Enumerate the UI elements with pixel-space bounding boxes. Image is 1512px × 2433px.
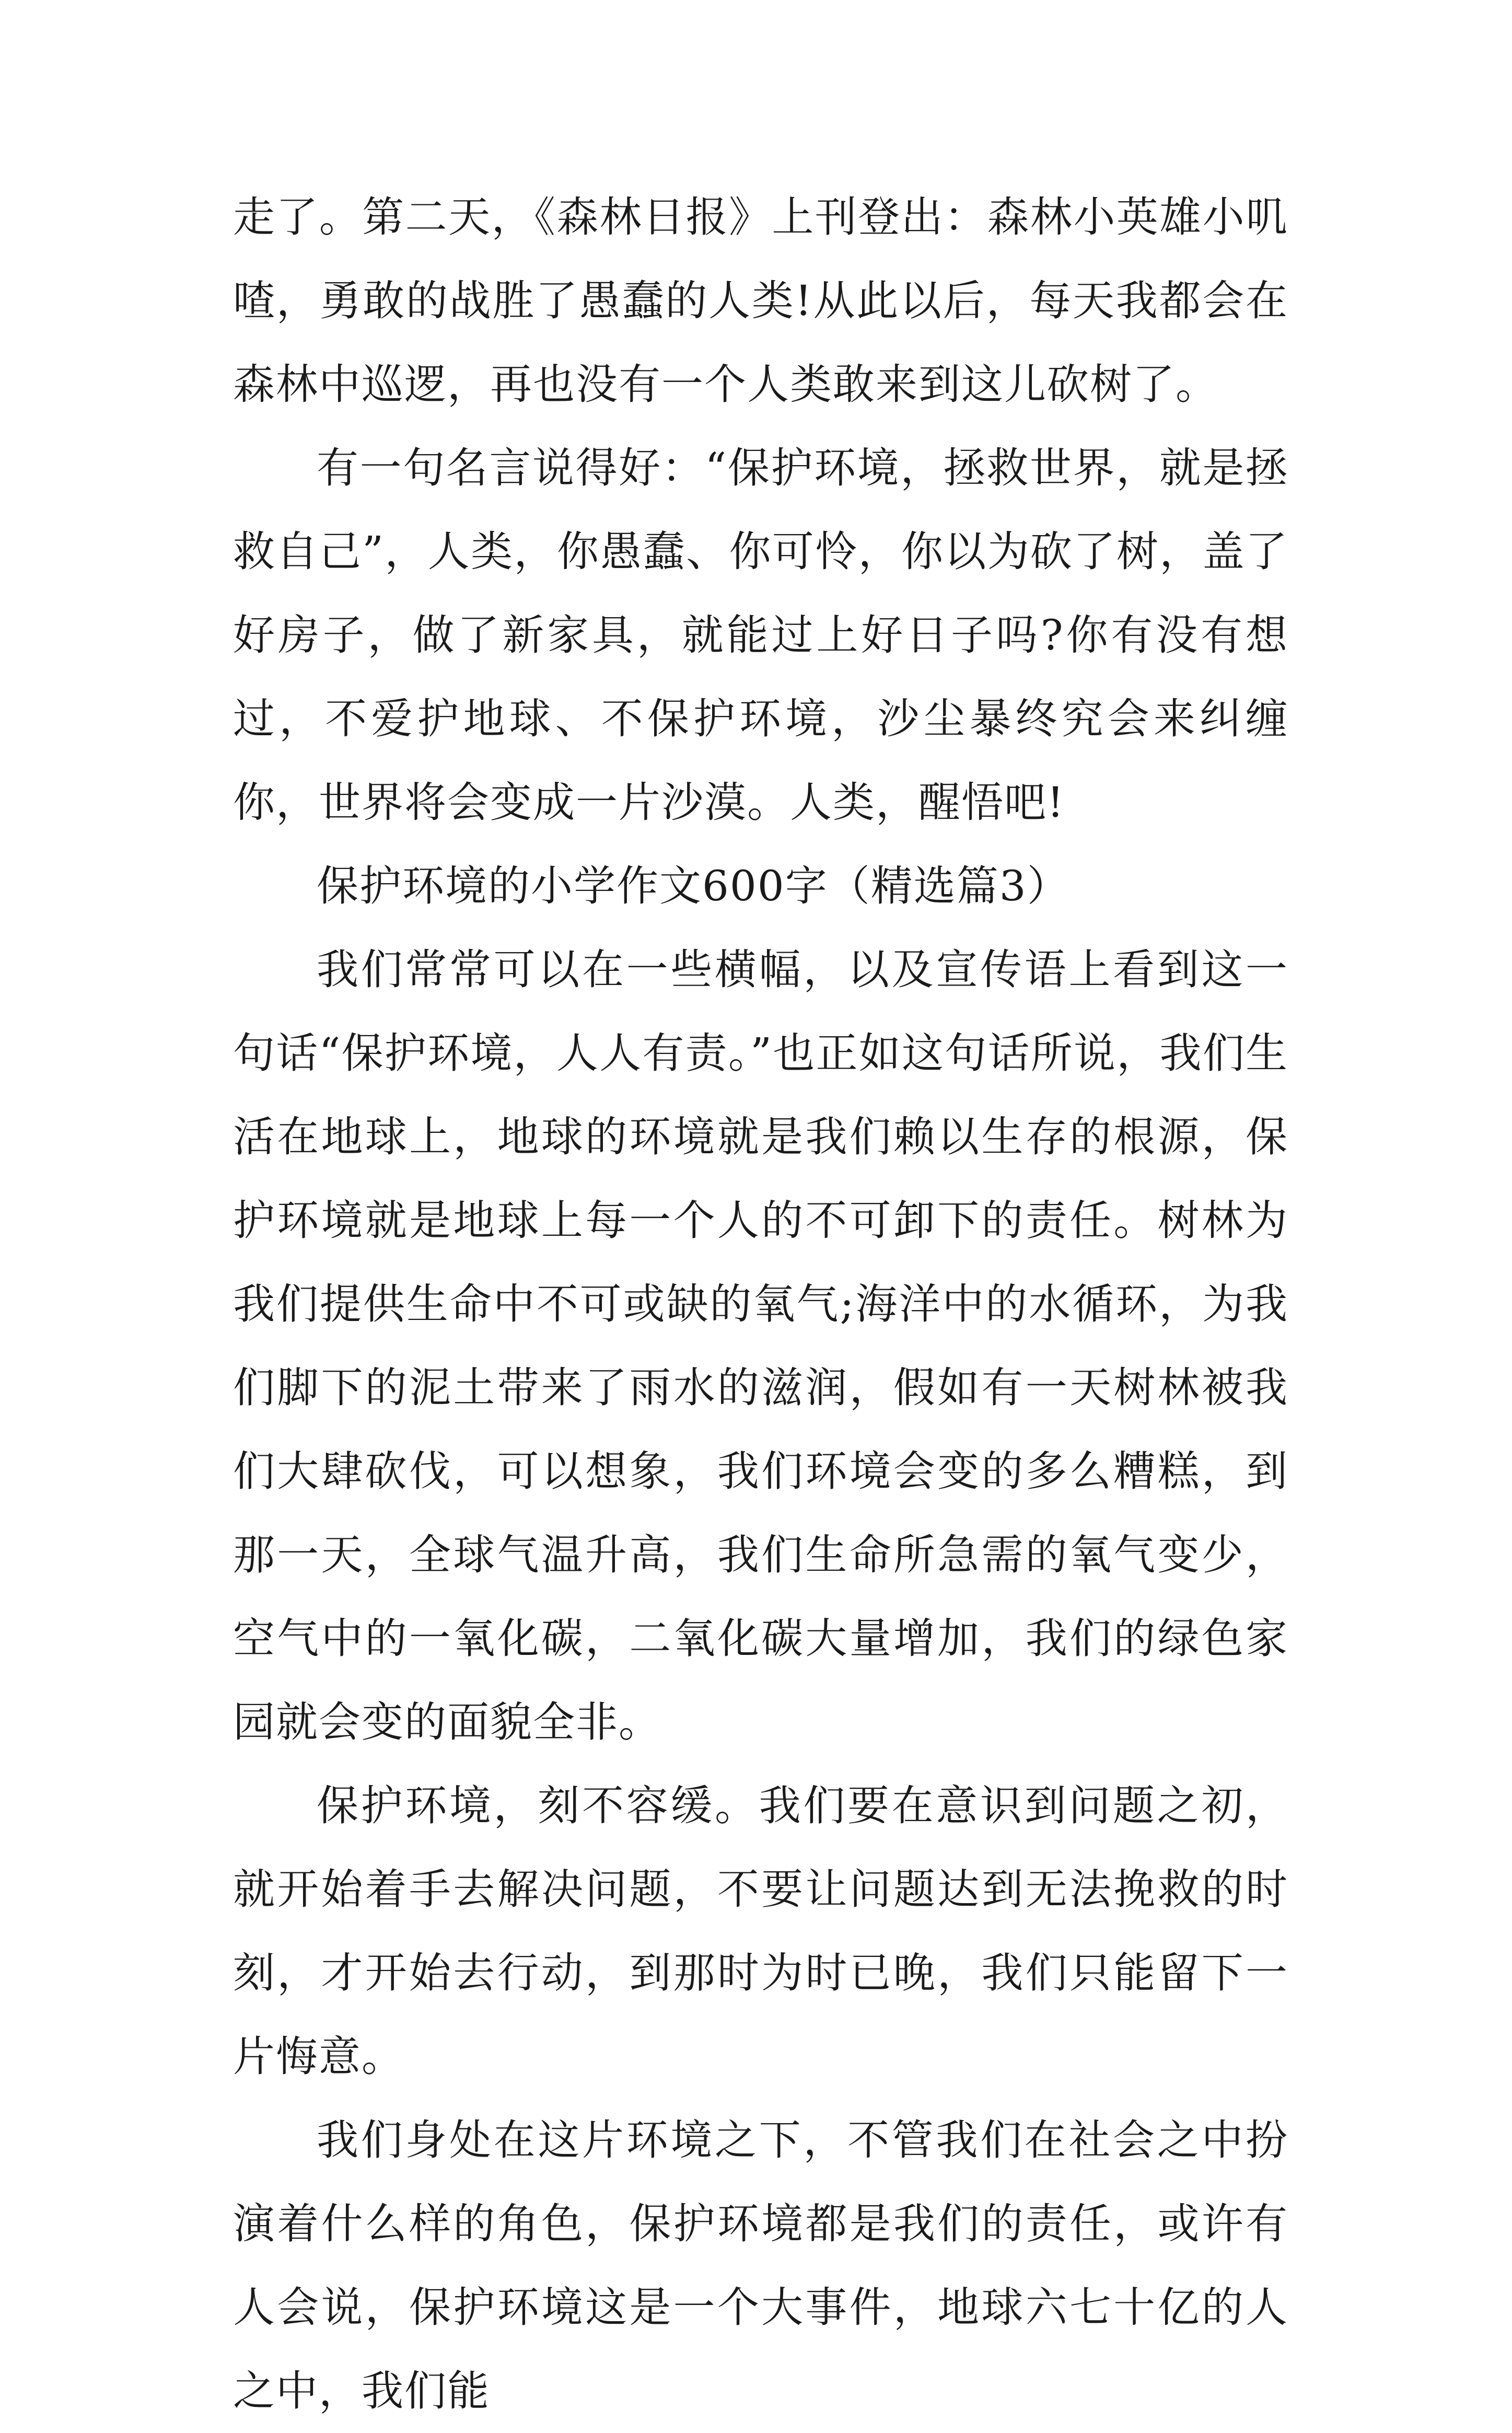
section-heading: 保护环境的小学作文600字（精选篇3）	[317, 862, 1070, 910]
paragraph-2: 有一句名言说得好：“保护环境，拯救世界，就是拯救自己”，人类，你愚蠢、你可怜，你以为砍了树，盖了好房子，做了新家具，就能过上好日子吗?你有没有想过，不爱护地球、不保护环境，沙尘暴终究会来纠缠你，世界将会变成一片沙漠。人类，醒悟吧!	[233, 444, 1288, 827]
document-body	[233, 176, 1288, 2433]
paragraph-5: 我们身处在这片环境之下，不管我们在社会之中扮演着什么样的角色，保护环境都是我们的责任，或许有人会说，保护环境这是一个大事件，地球六七十亿的人之中，我们能	[233, 2116, 1288, 2415]
paragraph-3: 我们常常可以在一些横幅，以及宣传语上看到这一句话“保护环境，人人有责。”也正如这句话所说，我们生活在地球上，地球的环境就是我们赖以生存的根源，保护环境就是地球上每一个人的不可卸下的责任。树林为我们提供生命中不可或缺的氧气;海洋中的水循环，为我们脚下的泥土带来了雨水的滋润，假如有一天树林被我们大肆砍伐，可以想象，我们环境会变的多么糟糕，到那一天，全球气温升高，我们生命所急需的氧气变少，空气中的一氧化碳，二氧化碳大量增加，我们的绿色家园就会变的面貌全非。	[233, 945, 1288, 1746]
paragraph-4: 保护环境，刻不容缓。我们要在意识到问题之初，就开始着手去解决问题，不要让问题达到无法挽救的时刻，才开始去行动，到那时为时已晚，我们只能留下一片悔意。	[233, 1781, 1288, 2081]
paragraph-1: 走了。第二天，《森林日报》上刊登出：森林小英雄小叽喳，勇敢的战胜了愚蠢的人类!从此以后，每天我都会在森林中巡逻，再也没有一个人类敢来到这儿砍树了。	[233, 193, 1288, 409]
